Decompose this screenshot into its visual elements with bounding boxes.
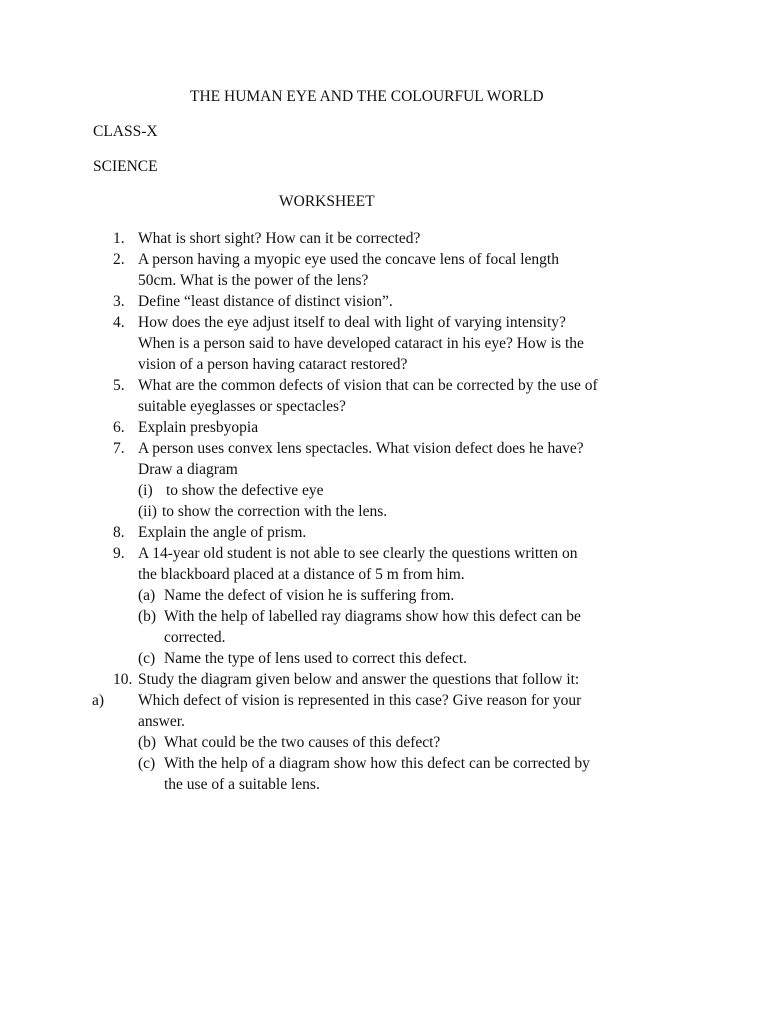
sub-question	[138, 501, 668, 522]
text-line: With the help of labelled ray diagrams show how this defect can be	[164, 608, 581, 625]
question-text	[138, 522, 668, 543]
text-line: What are the common defects of vision that can be corrected by the use of	[138, 377, 598, 394]
text-line: A person having a myopic eye used the concave lens of focal length	[138, 251, 559, 268]
text-line: Explain presbyopia	[138, 419, 259, 436]
text-line: to show the correction with the lens.	[162, 503, 388, 520]
sub-question	[0, 690, 768, 732]
page-title: THE HUMAN EYE AND THE COLOURFUL WORLD	[190, 88, 544, 105]
question-text	[138, 249, 668, 291]
sub-question-text	[164, 585, 668, 606]
sub-question	[138, 753, 668, 795]
question-number: 10.	[113, 671, 133, 688]
sub-question	[138, 606, 668, 648]
sub-question-text	[138, 690, 668, 732]
question-number: 7.	[113, 440, 125, 457]
question-item	[0, 312, 768, 375]
question-number: 4.	[113, 314, 125, 331]
question-text	[138, 543, 668, 585]
sub-question-text	[164, 753, 668, 795]
sub-question-text	[162, 501, 668, 522]
text-line: the blackboard placed at a distance of 5 m from him.	[138, 566, 465, 583]
question-number: 6.	[113, 419, 125, 436]
sub-question-label: (i)	[138, 482, 153, 499]
question-list	[0, 228, 768, 795]
question-text	[138, 228, 668, 249]
sub-question-label: a)	[92, 692, 105, 709]
question-item	[0, 291, 768, 312]
question-item	[0, 228, 768, 249]
question-item	[0, 522, 768, 543]
text-line: the use of a suitable lens.	[164, 776, 320, 793]
text-line: What is short sight? How can it be corrected?	[138, 230, 421, 247]
text-line: A 14-year old student is not able to see clearly the questions written on	[138, 545, 578, 562]
text-line: to show the defective eye	[166, 482, 324, 499]
sub-question-label: (b)	[138, 734, 157, 751]
sub-question-label: (b)	[138, 608, 157, 625]
question-number: 3.	[113, 293, 125, 310]
subject-label: SCIENCE	[93, 158, 158, 175]
question-text	[138, 291, 668, 312]
question-item	[0, 669, 768, 690]
text-line: Define “least distance of distinct vision”.	[138, 293, 393, 310]
text-line: Explain the angle of prism.	[138, 524, 307, 541]
worksheet-heading: WORKSHEET	[279, 193, 375, 210]
text-line: A person uses convex lens spectacles. What vision defect does he have?	[138, 440, 584, 457]
question-text	[138, 438, 668, 480]
sub-question-label: (a)	[138, 587, 156, 604]
question-text	[138, 669, 668, 690]
text-line: vision of a person having cataract restored?	[138, 356, 408, 373]
question-number: 9.	[113, 545, 125, 562]
text-line: corrected.	[164, 629, 226, 646]
text-line: Name the type of lens used to correct this defect.	[164, 650, 467, 667]
sub-question-label: (c)	[138, 650, 156, 667]
question-number: 1.	[113, 230, 125, 247]
class-label: CLASS-X	[93, 123, 158, 140]
text-line: Which defect of vision is represented in this case? Give reason for your	[138, 692, 582, 709]
question-item	[0, 543, 768, 669]
text-line: answer.	[138, 713, 185, 730]
text-line: Name the defect of vision he is suffering from.	[164, 587, 455, 604]
text-line: Draw a diagram	[138, 461, 238, 478]
text-line: What could be the two causes of this defect?	[164, 734, 441, 751]
text-line: Study the diagram given below and answer the questions that follow it:	[138, 671, 580, 688]
question-item	[0, 438, 768, 522]
question-item	[0, 375, 768, 417]
question-item	[0, 249, 768, 291]
sub-question-text	[164, 648, 668, 669]
sub-question	[138, 585, 668, 606]
text-line: suitable eyeglasses or spectacles?	[138, 398, 346, 415]
sub-question-label: (ii)	[138, 503, 157, 520]
sub-question	[138, 648, 668, 669]
text-line: 50cm. What is the power of the lens?	[138, 272, 369, 289]
sub-question-text	[164, 606, 668, 648]
sub-question-text	[164, 732, 668, 753]
question-text	[138, 375, 668, 417]
sub-question-text	[166, 480, 668, 501]
question-text	[138, 312, 668, 375]
question-number: 5.	[113, 377, 125, 394]
question-text	[138, 417, 668, 438]
question-item	[0, 417, 768, 438]
text-line: How does the eye adjust itself to deal with light of varying intensity?	[138, 314, 566, 331]
sub-question	[138, 480, 668, 501]
question-number: 8.	[113, 524, 125, 541]
sub-question	[138, 732, 668, 753]
text-line: With the help of a diagram show how this defect can be corrected by	[164, 755, 590, 772]
text-line: When is a person said to have developed cataract in his eye? How is the	[138, 335, 584, 352]
sub-question-label: (c)	[138, 755, 156, 772]
question-number: 2.	[113, 251, 125, 268]
